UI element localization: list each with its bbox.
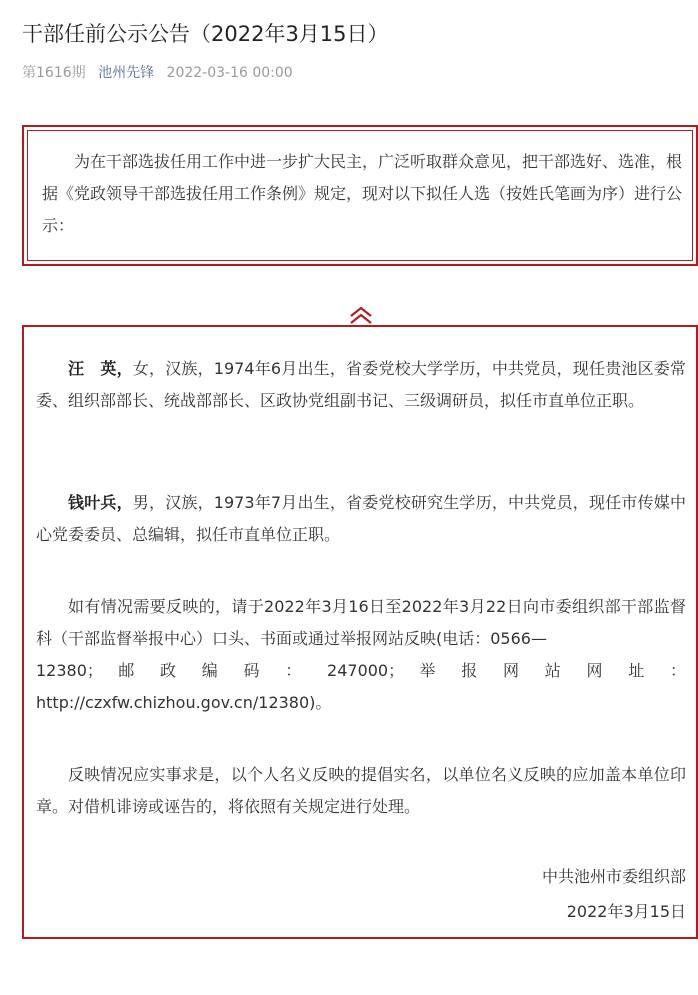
- announcement-box: [22, 325, 698, 939]
- signature-org: 中共池州市委组织部: [541, 867, 686, 886]
- notice-paragraph: 反映情况应实事求是，以个人名义反映的提倡实名，以单位名义反映的应加盖本单位印章。对借机诽谤或诬告的，将依照有关规定进行处理。: [36, 765, 686, 816]
- feedback-paragraph: [36, 591, 686, 719]
- intro-paragraph: 为在干部选拔任用工作中进一步扩大民主，广泛听取群众意见，把干部选好、选准，根据《党政领导干部选拔任用工作条例》规定，现对以下拟任人选（按姓氏笔画为序）进行公示：: [42, 152, 683, 235]
- candidate-details: 女，汉族，1974年6月出生，省委党校大学学历，中共党员，现任贵池区委常委、组织部部长、统战部部长、区政协党组副书记、三级调研员，拟任市直单位正职。: [36, 359, 686, 410]
- feedback-contact: 12380； 邮 政 编 码 ： 247000； 举 报 网 站 网 址 ：: [36, 661, 686, 680]
- feedback-text: 如有情况需要反映的，请于2022年3月16日至2022年3月22日向市委组织部干部监督科（干部监督举报中心）口头、书面或通过举报网站反映(电话：0566—: [36, 597, 686, 648]
- candidate-name: 钱叶兵，: [68, 493, 133, 512]
- issue-number: 第1616期: [22, 65, 86, 81]
- article-title: 干部任前公示公告（2022年3月15日）: [22, 22, 389, 46]
- intro-box: [22, 125, 698, 266]
- candidate-paragraph: [36, 487, 686, 551]
- report-website-url: http://czxfw.chizhou.gov.cn/12380)。: [36, 693, 332, 712]
- candidate-details: 男，汉族，1973年7月出生，省委党校研究生学历，中共党员，现任市传媒中心党委委员、总编辑，拟任市直单位正职。: [36, 493, 686, 544]
- candidate-name: 汪 英，: [68, 359, 133, 378]
- article-meta: [22, 62, 301, 84]
- signature-date: 2022年3月15日: [566, 902, 686, 921]
- double-chevron-up-icon: [348, 305, 374, 327]
- publish-date: 2022-03-16 00:00: [166, 65, 293, 81]
- account-name-link[interactable]: 池州先锋: [98, 65, 155, 81]
- candidate-paragraph: [36, 353, 686, 417]
